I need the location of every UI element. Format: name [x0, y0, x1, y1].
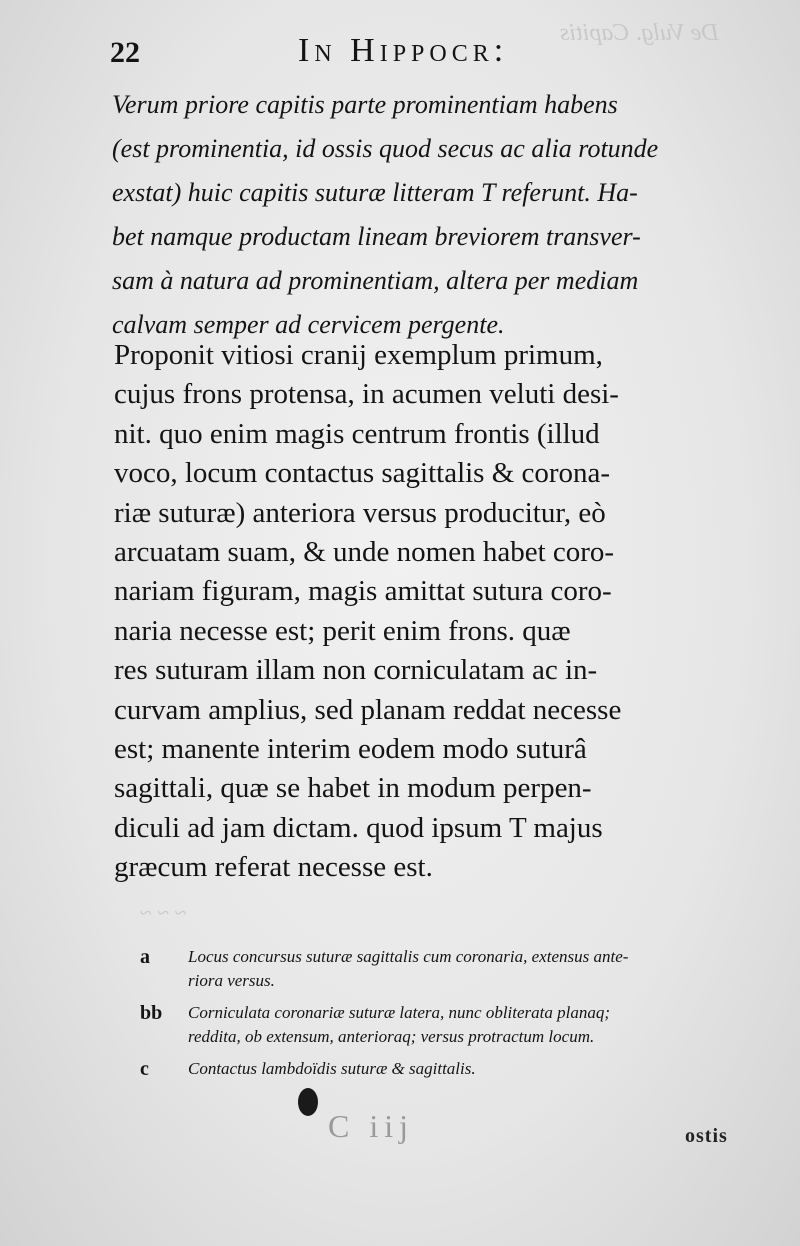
- footnote-mark: bb: [140, 1002, 163, 1024]
- footnote-mark: c: [140, 1058, 149, 1080]
- body-line: voco, locum contactus sagittalis & corona-: [114, 457, 611, 490]
- quote-line: (est prominentia, id ossis quod secus ac alia rotunde: [112, 134, 659, 163]
- footnote-line: Corniculata coronariæ suturæ latera, nunc obliterata planaq;: [188, 1003, 611, 1022]
- footnote-line: Locus concursus suturæ sagittalis cum coronaria, extensus ante-: [188, 947, 629, 966]
- footnote-line: riora versus.: [188, 971, 275, 990]
- footnotes: [140, 945, 770, 1089]
- ink-blot: [298, 1088, 318, 1116]
- footnote: [140, 945, 770, 993]
- quote-line: calvam semper ad cervicem pergente.: [112, 310, 505, 339]
- body-line: naria necesse est; perit enim frons. quæ: [114, 614, 571, 647]
- body-line: cujus frons protensa, in acumen veluti desi-: [114, 378, 619, 411]
- body-line: diculi ad jam dictam. quod ipsum T majus: [114, 811, 603, 844]
- body-line: nit. quo enim magis centrum frontis (illud: [114, 417, 600, 450]
- body-line: curvam amplius, sed planam reddat necesse: [114, 693, 622, 726]
- footnote: [140, 1057, 770, 1081]
- body-line: res suturam illam non corniculatam ac in-: [114, 654, 598, 687]
- signature-mark: C iij: [328, 1108, 415, 1144]
- footnote-line: Contactus lambdoïdis suturæ & sagittalis.: [188, 1059, 476, 1078]
- page-number: 22: [110, 36, 140, 69]
- body-line: nariam figuram, magis amittat sutura coro-: [114, 575, 612, 608]
- footnote-mark: a: [140, 946, 150, 968]
- quote-line: exstat) huic capitis suturæ litteram T referunt. Ha-: [112, 178, 638, 207]
- commentary-paragraph: [114, 336, 764, 888]
- quoted-passage: [112, 83, 762, 347]
- quote-line: Verum priore capitis parte prominentiam habens: [112, 90, 618, 119]
- body-line: riæ suturæ) anteriora versus producitur, eò: [114, 496, 606, 529]
- quote-line: bet namque productam lineam breviorem transver-: [112, 222, 641, 251]
- quote-line: sam à natura ad prominentiam, altera per mediam: [112, 266, 639, 295]
- running-title: In Hippocr:: [298, 32, 509, 69]
- page-header: [110, 30, 760, 80]
- footnote: [140, 1001, 770, 1049]
- footnote-line: reddita, ob extensum, anterioraq; versus protractum locum.: [188, 1027, 595, 1046]
- body-line: græcum referat necesse est.: [114, 851, 433, 884]
- bleed-through-text: De Vulg. Capitis: [560, 20, 719, 46]
- body-line: sagittali, quæ se habet in modum perpen-: [114, 772, 592, 805]
- bleed-through-decor-1: ~ ~ ~: [140, 900, 187, 925]
- body-line: est; manente interim eodem modo suturâ: [114, 733, 587, 766]
- catchword: ostis: [685, 1125, 728, 1147]
- body-line: Proponit vitiosi cranij exemplum primum,: [114, 339, 603, 371]
- body-line: arcuatam suam, & unde nomen habet coro-: [114, 536, 615, 569]
